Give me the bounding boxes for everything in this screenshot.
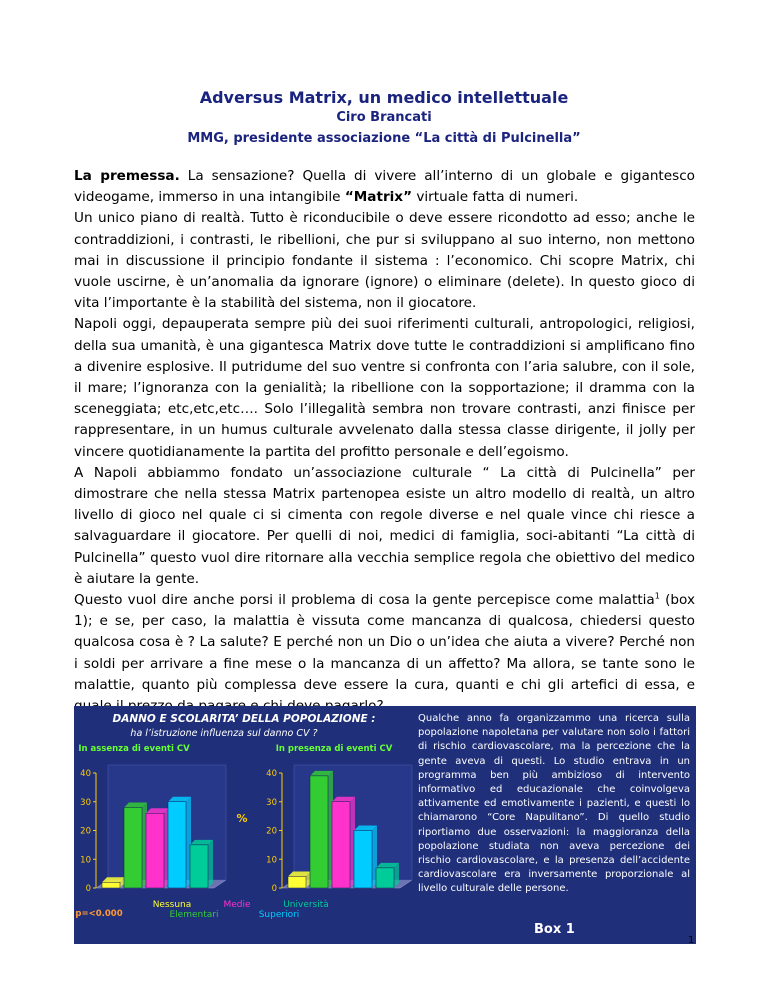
paragraph-napoli-oggi: Napoli oggi, depauperata sempre più dei suoi riferimenti culturali, antropologici, religiosi, della sua umanità, è una gigantesca Matrix dove tutte le contraddizioni si amplificano fino a divenire esplosive. Il putridume del suo ventre si confronta con l’aria salubre, con il sole, il mare; l’ignoranza con la genialità; la ribellione con la sopportazione; il dramma con la sceneggiata; etc,etc,etc…. Solo l’illegalità sembra non trovare contrasti, anzi finisce per rappresentare, in un humus culturale avvelenato dalla stessa classe dirigente, il jolly per vincere quotidianamente la partita del profitto personale e dell’egoismo. [74, 316, 695, 460]
panel-1-y-tick-label: 40 [80, 769, 91, 779]
author-affiliation: MMG, presidente associazione “La città di Pulcinella” [187, 131, 581, 146]
chart-title: DANNO E SCOLARITA’ DELLA POPOLAZIONE : [112, 713, 376, 725]
panel-2-y-tick-label: 20 [266, 826, 277, 837]
author-name: Ciro Brancati [336, 110, 432, 125]
panel-1-bar-nessuna [102, 882, 120, 888]
y-axis-label: % [236, 812, 248, 825]
paragraph-unico-piano: Un unico piano di realtà. Tutto è riconducibile o deve essere ricondotto ad esso; anche le contraddizioni, i contrasti, le ribellioni, che pur si sviluppano al suo interno, non mettono mai in discussione il principio fondante il sistema : l’economico. Chi scopre Matrix, chi vuole uscirne, è un’anomalia da ignorare (ignore) o eliminare (delete). In questo gioco di vita l’importante è la stabilità del sistema, non il giocatore. [74, 210, 695, 312]
malattia-text-b: (box 1); e se, per caso, la malattia è vissuta come mancanza di qualcosa, chiedersi questo qualcosa cosa è ? La salute? E perché non un Dio o un’idea che aiuta a vivere? Perché non i soldi per arrivare a fine mese o la mancanza di un affetto? Ma allora, se tante sono le malattie, quanto più complessa deve essere la cura, quanti e chi gli artefici di essa, e [74, 592, 695, 693]
plot-area [80, 765, 412, 894]
article-body [74, 166, 695, 717]
panel-1-title: In assenza di eventi CV [78, 744, 190, 754]
education-cv-chart [74, 706, 414, 944]
paragraph-malattia [74, 590, 695, 717]
panel-2-bar-nessuna [288, 877, 306, 889]
footnote-marker: 1 [654, 591, 660, 601]
panel-1-y-tick-label: 0 [85, 884, 91, 894]
panel-1-y-tick-label: 30 [80, 797, 91, 808]
panel-2-y-tick-label: 10 [266, 855, 277, 866]
panel-2-title: In presenza di eventi CV [275, 744, 393, 754]
panel-2-bar-medie [332, 802, 350, 888]
panel-1-y-tick-label: 10 [80, 855, 91, 866]
x-label-universita: Università [283, 900, 329, 910]
chart-subtitle: ha l’istruzione influenza sul danno CV ? [130, 728, 318, 739]
panel-2-bar-universit [376, 868, 394, 888]
panel-2-y-tick-label: 0 [271, 884, 277, 894]
x-label-medie: Medie [223, 900, 251, 910]
x-label-nessuna: Nessuna [152, 900, 192, 910]
panel-2-bar-elementari [310, 776, 328, 888]
box-1 [74, 706, 696, 944]
document-title: Adversus Matrix, un medico intellettuale [199, 88, 569, 107]
panel-1-bar-side [208, 840, 213, 888]
box-description: Qualche anno fa organizzammo una ricerca sulla popolazione napoletana per valutare non solo i fattori di rischio cardiovascolare, ma la percezione che la gente aveva di questi. Lo studio entrava in un programma ben più ambizioso di intervento informativo ed educazionale che coinvolgeva attivamente ed emotivamente i pazienti, e questi lo chiamarono “Core Napulitano”. Di quello studio riportiamo due osservazioni: la maggioranza della popolazione studiata non aveva percezione dei rischio cardiovascolare, e la presenza dell’accidente cardiovascolare era inversamente proporzionale al livello culturale delle persone. [418, 713, 690, 895]
panel-1-bar-superiori [168, 802, 186, 888]
paragraph-associazione: A Napoli abbiammo fondato un’associazione culturale “ La città di Pulcinella” per dimostrare che nella stessa Matrix partenopea esiste un altro modello di realtà, un altro livello di gioco nel quale ci si cimenta con regole diverse e nel quale vince chi riesce a salvaguardare il giocatore. Per quelli di noi, medici di famiglia, soci-abitanti “La città di Pulcinella” questo vuol dire ritornare alla vecchia semplice regola che obiettivo del medico è aiutare la gente. [74, 464, 695, 587]
panel-1-bar-universit [190, 845, 208, 888]
premessa-text-a: La sensazione? Quella di vivere all’interno di un globale e gigantesco videogame, immerso in una intangibile [74, 168, 695, 206]
x-label-superiori: Superiori [258, 910, 300, 920]
premessa-text-b: virtuale fatta di numeri. [412, 189, 579, 206]
p-value-annotation: p=<0.000 [75, 909, 123, 919]
box-label: Box 1 [534, 922, 575, 937]
panel-1-bar-elementari [124, 808, 142, 889]
panel-1-y-tick-label: 20 [80, 826, 91, 837]
matrix-term: “Matrix” [344, 189, 413, 206]
panel-2-bar-superiori [354, 831, 372, 889]
paragraph-premessa [74, 166, 695, 208]
panel-2-y-tick-label: 40 [266, 769, 277, 779]
panel-2-y-tick-label: 30 [266, 797, 277, 808]
page-number: 1 [688, 935, 695, 946]
x-label-elementari: Elementari [169, 910, 219, 920]
malattia-text-a: Questo vuol dire anche porsi il problema di cosa la gente percepisce come malattia [74, 592, 655, 609]
premessa-lead: La premessa. [74, 168, 180, 184]
panel-1-bar-medie [146, 813, 164, 888]
